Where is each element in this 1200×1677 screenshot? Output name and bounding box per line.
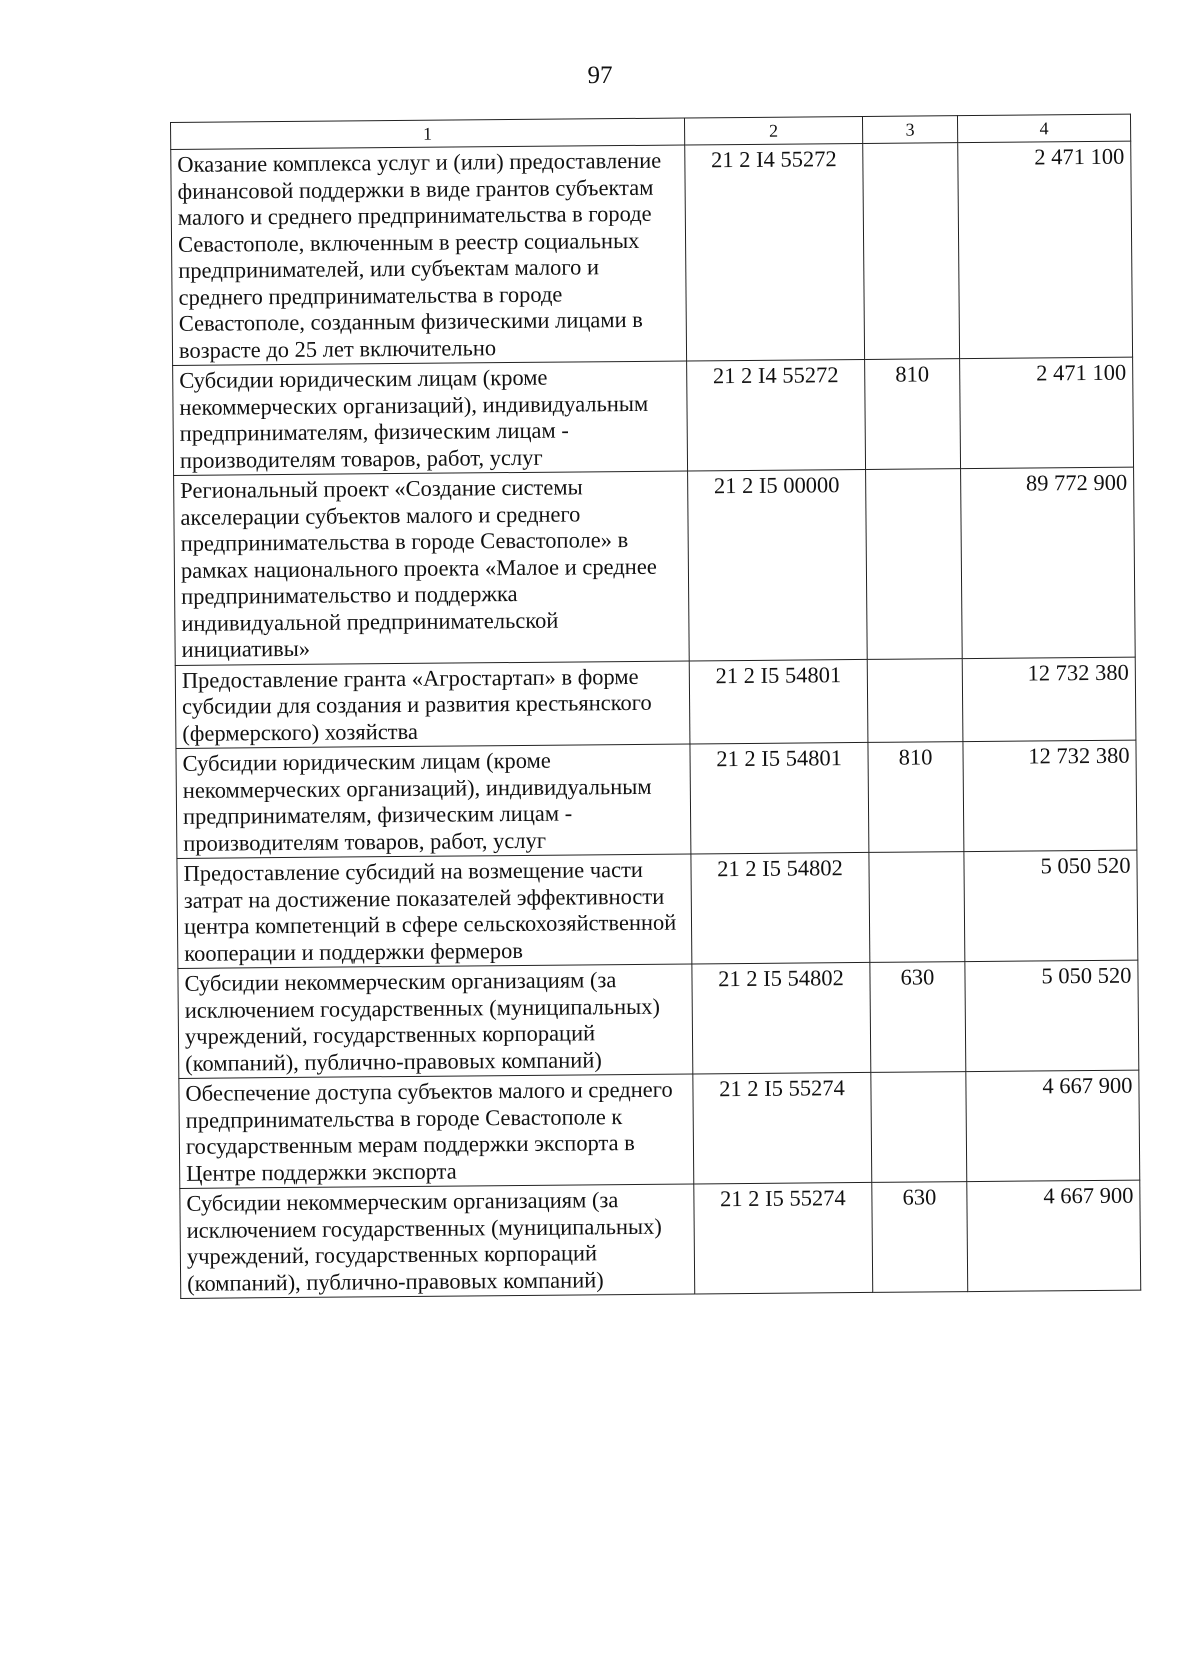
row-type-cell: 810 [865,359,961,470]
row-amount-cell: 4 667 900 [967,1180,1141,1292]
row-amount-cell: 2 471 100 [958,141,1133,359]
row-code-cell: 21 2 I4 55272 [687,359,866,471]
row-name-cell: Субсидии некоммерческим организациям (за исключением государственных (муниципальных) учреждений, государственных корпораций (компаний), публично-правовых компаний) [178,964,693,1078]
budget-table [170,114,1141,1299]
table-row [174,467,1136,665]
row-name-cell: Обеспечение доступа субъектов малого и среднего предпринимательства в городе Севастополе к государственным мерам поддержки экспорта в Центре поддержки экспорта [179,1074,694,1188]
row-amount-cell: 2 471 100 [960,357,1134,469]
row-type-cell [866,469,963,659]
row-code-cell: 21 2 I5 00000 [688,469,868,660]
row-code-cell: 21 2 I4 55272 [685,143,865,361]
table-row [177,850,1138,968]
table-row [176,740,1137,858]
row-amount-cell: 12 732 380 [962,657,1136,742]
row-type-cell [869,852,965,963]
row-type-cell: 810 [868,742,964,853]
row-name-cell: Предоставление субсидий на возмещение части затрат на достижение показателей эффективности центра компетенций в сфере сельскохозяйственной кооперации и поддержки фермеров [177,854,692,968]
row-type-cell [871,1072,967,1183]
table-row [171,141,1133,365]
row-name-cell: Оказание комплекса услуг и (или) предоставление финансовой поддержки в виде грантов субъектам малого и среднего предпринимательства в городе Севастополе, включенным в реестр социальных предпринимателей, или субъектам малого и среднего предпринимательства в городе Севастополе, созданным физическими лицами в возрасте до 25 лет включительно [171,145,687,365]
row-code-cell: 21 2 I5 55274 [693,1072,872,1184]
row-code-cell: 21 2 I5 54802 [691,852,870,964]
row-code-cell: 21 2 I5 54801 [690,742,869,854]
row-name-cell: Региональный проект «Создание системы акселерации субъектов малого и среднего предпринимательства в городе Севастополе» в рамках национального проекта «Малое и среднее предпринимательство и поддержка индивидуальной предпринимательской инициативы» [174,471,690,665]
row-amount-cell: 5 050 520 [965,960,1139,1072]
row-type-cell [867,658,963,742]
column-header-1: 1 [171,118,685,149]
row-name-cell: Субсидии юридическим лицам (кроме некоммерческих организаций), индивидуальным предпринимателям, физическим лицам - производителям товаров, работ, услуг [173,361,688,475]
row-type-cell: 630 [872,1182,968,1293]
row-amount-cell: 89 772 900 [961,467,1136,658]
row-code-cell: 21 2 I5 54801 [689,659,868,744]
page-number: 97 [587,62,613,89]
column-header-4: 4 [957,114,1130,143]
table-row [178,960,1139,1078]
row-name-cell: Субсидии юридическим лицам (кроме некоммерческих организаций), индивидуальным предпринимателям, физическим лицам - производителям товаров, работ, услуг [176,744,691,858]
row-type-cell: 630 [870,962,966,1073]
column-header-2: 2 [684,116,862,145]
row-type-cell [863,143,960,360]
row-code-cell: 21 2 I5 54802 [692,962,871,1074]
row-amount-cell: 12 732 380 [963,740,1137,852]
row-name-cell: Субсидии некоммерческим организациям (за исключением государственных (муниципальных) учреждений, государственных корпораций (компаний), публично-правовых компаний) [180,1184,695,1298]
column-header-3: 3 [862,116,957,144]
table-row [173,357,1134,475]
row-code-cell: 21 2 I5 55274 [694,1182,873,1294]
table-row [175,657,1136,749]
table-row [179,1070,1140,1188]
row-name-cell: Предоставление гранта «Агростартап» в форме субсидии для создания и развития крестьянского (фермерского) хозяйства [175,660,690,748]
row-amount-cell: 4 667 900 [966,1070,1140,1182]
row-amount-cell: 5 050 520 [964,850,1138,962]
table-row [180,1180,1141,1298]
